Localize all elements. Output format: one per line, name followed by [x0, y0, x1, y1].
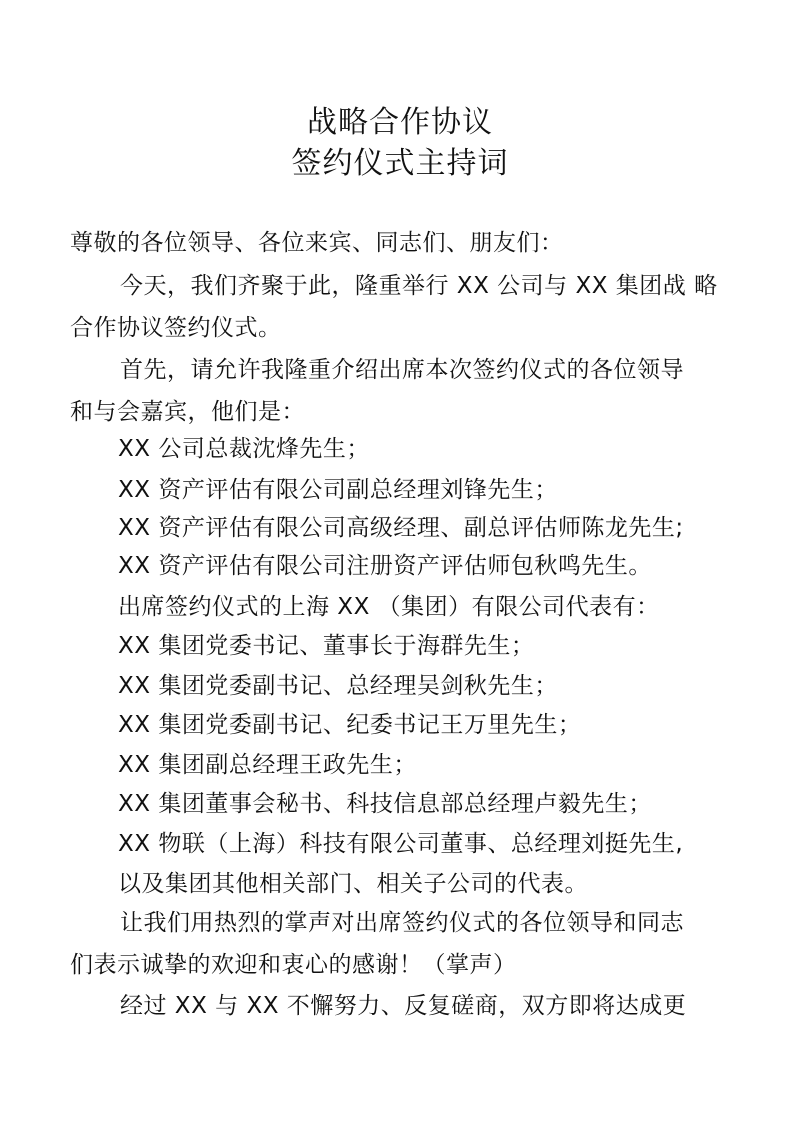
- guest-line: 以及集团其他相关部门、相关子公司的代表。: [118, 871, 588, 897]
- group-intro: 出席签约仪式的上海 XX （集团）有限公司代表有：: [118, 594, 660, 620]
- paragraph-line: 合作协议签约仪式。: [70, 315, 282, 341]
- paragraph-line: 让我们用热烈的掌声对出席签约仪式的各位领导和同志: [120, 910, 684, 936]
- guest-line: XX 公司总裁沈烽先生；: [118, 436, 370, 462]
- guest-line: XX 资产评估有限公司高级经理、副总评估师陈龙先生;: [118, 515, 684, 541]
- guest-line: XX 集团副总经理王政先生；: [118, 752, 417, 778]
- greeting: 尊敬的各位领导、各位来宾、同志们、朋友们：: [70, 230, 564, 256]
- guest-line: XX 物联（上海）科技有限公司董事、总经理刘挺先生,: [118, 831, 684, 857]
- paragraph-line: 今天，我们齐聚于此，隆重举行 XX 公司与 XX 集团战 略: [120, 273, 718, 299]
- paragraph-line: 首先，请允许我隆重介绍出席本次签约仪式的各位领导: [120, 357, 684, 383]
- document-subtitle: 签约仪式主持词: [291, 146, 509, 181]
- guest-line: XX 资产评估有限公司副总经理刘锋先生；: [118, 477, 558, 503]
- guest-line: XX 资产评估有限公司注册资产评估师包秋鸣先生。: [118, 553, 652, 579]
- guest-line: XX 集团党委副书记、纪委书记王万里先生；: [118, 712, 582, 738]
- paragraph-line: 和与会嘉宾，他们是：: [70, 399, 305, 425]
- document-title: 战略合作协议: [307, 105, 493, 140]
- guest-line: XX 集团董事会秘书、科技信息部总经理卢毅先生；: [118, 791, 652, 817]
- paragraph-line: 们表示诚挚的欢迎和衷心的感谢！（掌声）: [70, 952, 517, 978]
- paragraph-line: 经过 XX 与 XX 不懈努力、反复磋商，双方即将达成更: [120, 993, 687, 1019]
- guest-line: XX 集团党委书记、董事长于海群先生；: [118, 633, 535, 659]
- guest-line: XX 集团党委副书记、总经理吴剑秋先生；: [118, 673, 558, 699]
